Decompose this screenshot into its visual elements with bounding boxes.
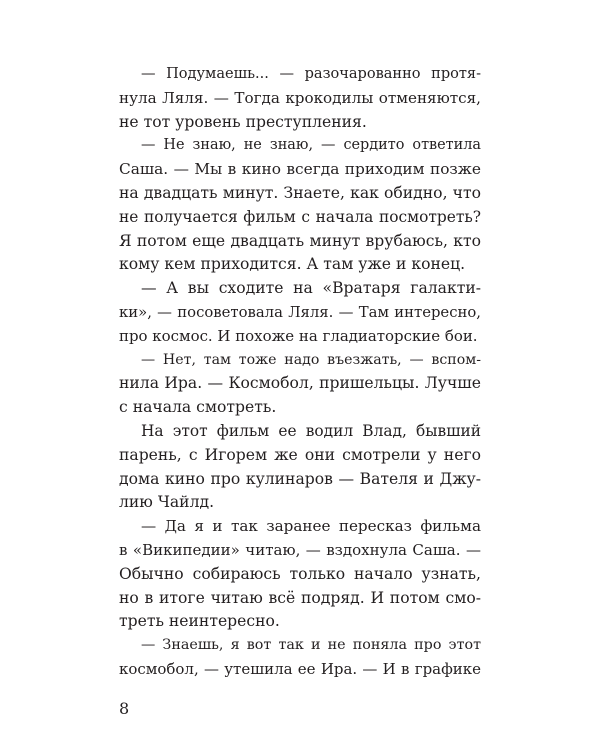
text-line: ки», — посоветовала Ляля. — Там интересно,: [119, 303, 481, 321]
text-line: про космос. И похоже на гладиаторские бои.: [119, 326, 478, 345]
text-line: Обычно собираюсь только начало узнать,: [119, 564, 481, 583]
text-line: Саша. — Мы в кино всегда приходим позже: [119, 160, 481, 179]
text-line: — А вы сходите на «Вратаря галакти-: [141, 279, 481, 298]
body-text: [119, 63, 481, 682]
text-line: — Нет, там тоже надо въезжать, — вспом-: [141, 351, 481, 368]
page-number: 8: [119, 699, 130, 718]
text-line: дома кино про кулинаров — Вателя и Джу-: [119, 469, 481, 488]
text-line: — Да я и так заранее пересказ фильма: [141, 517, 481, 536]
text-line: треть неинтересно.: [119, 612, 280, 631]
text-line: лию Чайлд.: [119, 493, 215, 512]
text-line: На этот фильм ее водил Влад, бывший: [141, 421, 481, 440]
text-line: не получается фильм с начала посмотреть?: [119, 207, 481, 226]
text-line: Я потом еще двадцать минут врубаюсь, кто: [119, 231, 481, 250]
text-line: нила Ира. — Космобол, пришельцы. Лучше: [119, 374, 481, 393]
text-line: с начала смотреть.: [119, 398, 277, 417]
text-line: кому кем приходится. А там уже и конец.: [119, 255, 466, 274]
text-line: космобол, — утешила ее Ира. — И в графике: [119, 659, 481, 678]
text-line: парень, с Игорем же они смотрели у него: [119, 445, 481, 464]
text-line: в «Википедии» читаю, — вздохнула Саша. —: [119, 540, 481, 559]
text-line: но в итоге читаю всё подряд. И потом смо-: [119, 588, 481, 607]
text-line: не тот уровень преступления.: [119, 112, 367, 131]
text-line: — Не знаю, не знаю, — сердито ответила: [141, 137, 481, 154]
text-line: нула Ляля. — Тогда крокодилы отменяются,: [119, 88, 481, 107]
text-line: на двадцать минут. Знаете, как обидно, что: [119, 183, 481, 202]
text-line: — Знаешь, я вот так и не поняла про этот: [141, 637, 481, 654]
text-line: — Подумаешь... — разочарованно протя-: [141, 66, 481, 82]
